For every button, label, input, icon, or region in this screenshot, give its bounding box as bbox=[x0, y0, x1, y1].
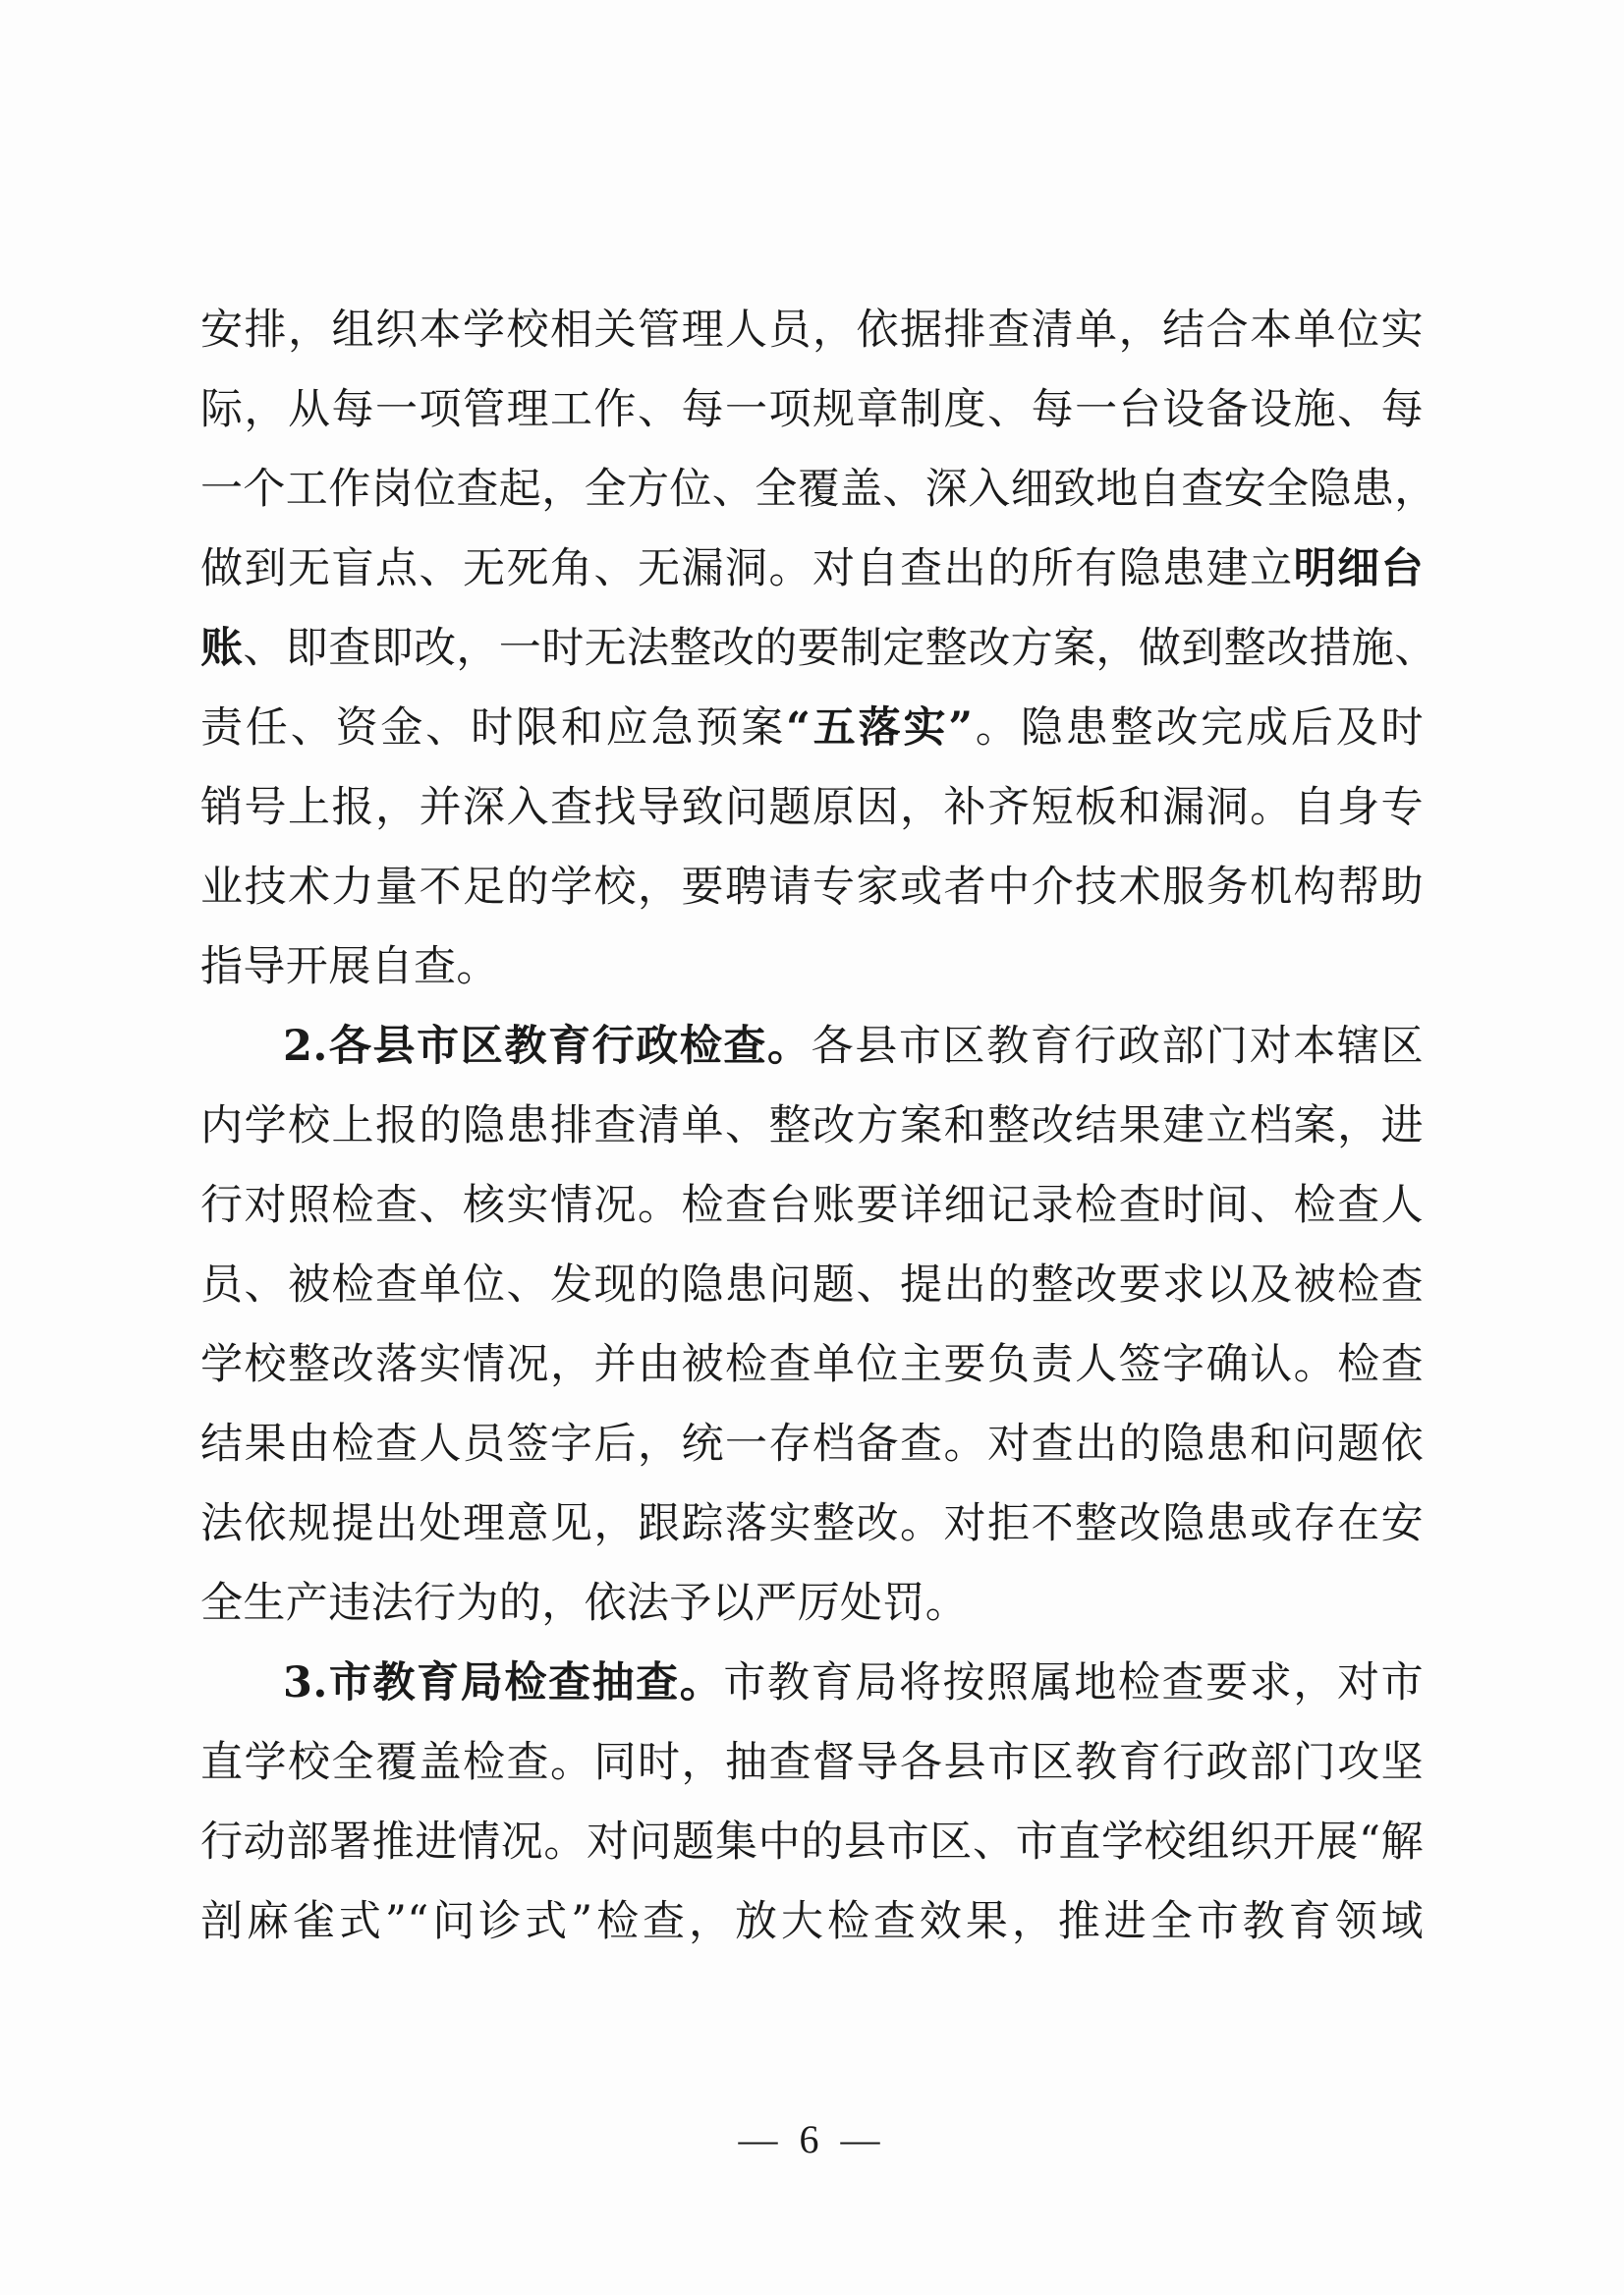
text-line: 际，从每一项管理工作、每一项规章制度、每一台设备设施、每 bbox=[200, 385, 1424, 434]
section-heading: 3.市教育局检查抽查。 bbox=[283, 1658, 724, 1707]
text-line bbox=[200, 689, 1424, 768]
text-line: 行动部署推进情况。对问题集中的县市区、市直学校组织开展“解 bbox=[200, 1818, 1424, 1867]
text-line: 法依规提出处理意见，跟踪落实整改。对拒不整改隐患或存在安 bbox=[200, 1499, 1424, 1548]
document-body bbox=[200, 291, 1437, 1962]
text-line: 业技术力量不足的学校，要聘请专家或者中介技术服务机构帮助 bbox=[200, 863, 1424, 912]
bold-term: 明细台 bbox=[1293, 544, 1425, 593]
page-number: — 6 — bbox=[738, 2117, 886, 2161]
text-line: 学校整改落实情况，并由被检查单位主要负责人签字确认。检查 bbox=[200, 1340, 1424, 1389]
text-line: 指导开展自查。 bbox=[200, 942, 499, 991]
text-line: 行对照检查、核实情况。检查台账要详细记录检查时间、检查人 bbox=[200, 1181, 1424, 1230]
text-segment: 责任、资金、时限和应急预案 bbox=[200, 703, 787, 753]
text-line bbox=[200, 609, 1437, 689]
text-segment: 市教育局将按照属地检查要求，对市 bbox=[723, 1658, 1424, 1707]
text-line: 销号上报，并深入查找导致问题原因，补齐短板和漏洞。自身专 bbox=[200, 783, 1424, 832]
text-segment: 、即查即改，一时无法整改的要制定整改方案，做到整改措施、 bbox=[243, 624, 1437, 673]
paragraph-first-line bbox=[200, 1644, 1424, 1723]
text-segment: 。隐患整改完成后及时 bbox=[973, 703, 1425, 753]
text-line: 内学校上报的隐患排查清单、整改方案和整改结果建立档案，进 bbox=[200, 1101, 1424, 1150]
paragraph-first-line bbox=[200, 1007, 1424, 1087]
text-line: 全生产违法行为的，依法予以严厉处罚。 bbox=[200, 1579, 969, 1628]
text-line: 员、被检查单位、发现的隐患问题、提出的整改要求以及被检查 bbox=[200, 1260, 1424, 1310]
text-line: 一个工作岗位查起，全方位、全覆盖、深入细致地自查安全隐患， bbox=[200, 465, 1437, 514]
text-line: 剖麻雀式”“问诊式”检查，放大检查效果，推进全市教育领域 bbox=[200, 1897, 1424, 1946]
text-line: 直学校全覆盖检查。同时，抽查督导各县市区教育行政部门攻坚 bbox=[200, 1738, 1424, 1787]
section-heading: 2.各县市区教育行政检查。 bbox=[283, 1022, 812, 1071]
text-line: 结果由检查人员签字后，统一存档备查。对查出的隐患和问题依 bbox=[200, 1420, 1424, 1469]
text-segment: 做到无盲点、无死角、无漏洞。对自查出的所有隐患建立 bbox=[200, 544, 1294, 593]
bold-term: “五落实” bbox=[786, 703, 974, 753]
text-line: 安排，组织本学校相关管理人员，依据排查清单，结合本单位实 bbox=[200, 306, 1424, 355]
bold-term: 账 bbox=[200, 624, 244, 673]
text-line bbox=[200, 530, 1424, 609]
text-segment: 各县市区教育行政部门对本辖区 bbox=[811, 1022, 1424, 1071]
